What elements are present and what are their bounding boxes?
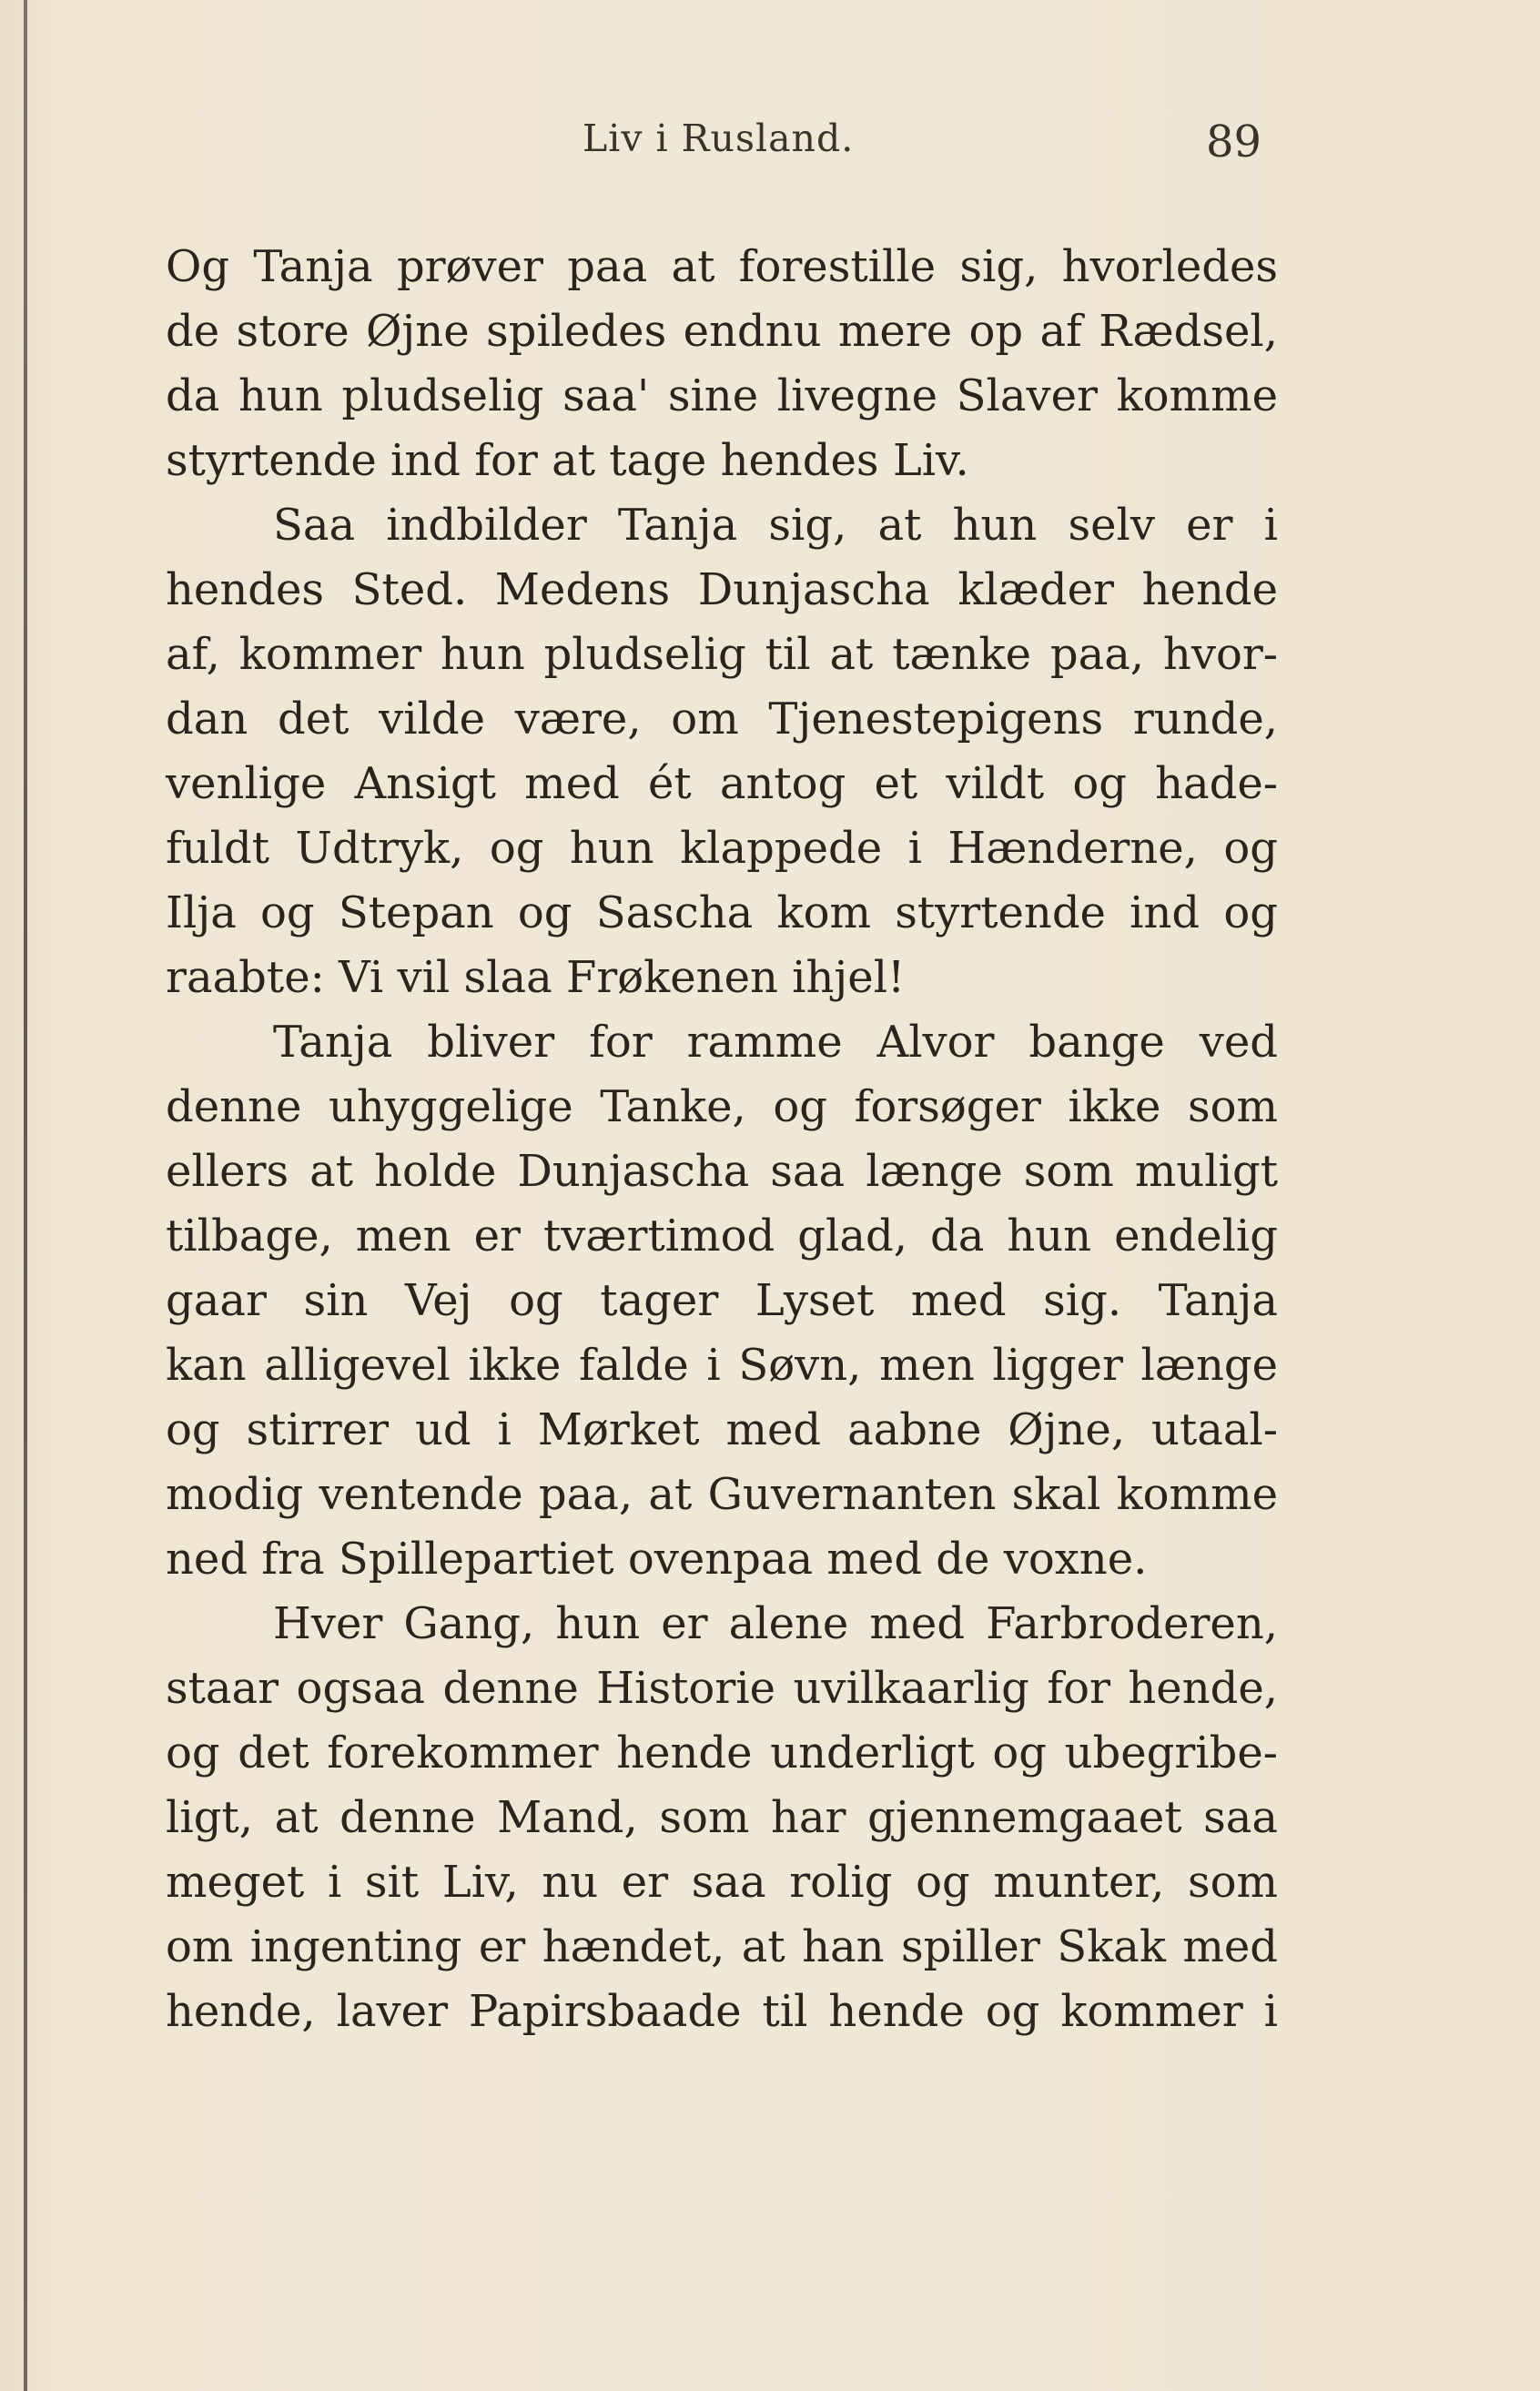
- text-line: hendes Sted. Medens Dunjascha klæder hende: [166, 564, 1278, 615]
- text-line: Og Tanja prøver paa at forestille sig, hvorledes: [166, 241, 1278, 292]
- text-line: styrtende ind for at tage hendes Liv.: [166, 435, 969, 486]
- text-line: da hun pludselig saa' sine livegne Slaver komme: [166, 370, 1278, 421]
- text-line: Hver Gang, hun er alene med Farbroderen,: [273, 1598, 1278, 1649]
- text-line: om ingenting er hændet, at han spiller Skak med: [166, 1921, 1278, 1972]
- text-line: kan alligevel ikke falde i Søvn, men ligger længe: [166, 1340, 1278, 1391]
- text-line: gaar sin Vej og tager Lyset med sig. Tanja: [166, 1275, 1278, 1326]
- text-line: Ilja og Stepan og Sascha kom styrtende ind og: [166, 887, 1278, 938]
- text-line: raabte: Vi vil slaa Frøkenen ihjel!: [166, 952, 906, 1003]
- text-line: fuldt Udtryk, og hun klappede i Hænderne, og: [166, 823, 1278, 874]
- text-line: meget i sit Liv, nu er saa rolig og munter, som: [166, 1857, 1278, 1908]
- text-line: og stirrer ud i Mørket med aabne Øjne, utaal-: [166, 1404, 1278, 1455]
- running-header: [0, 117, 1540, 171]
- binding-edge: [24, 0, 27, 2391]
- text-line: Saa indbilder Tanja sig, at hun selv er i: [273, 500, 1278, 551]
- text-line: staar ogsaa denne Historie uvilkaarlig for hende,: [166, 1663, 1278, 1714]
- text-line: tilbage, men er tværtimod glad, da hun endelig: [166, 1211, 1278, 1261]
- text-line: ligt, at denne Mand, som har gjennemgaaet saa: [166, 1792, 1278, 1843]
- text-line: og det forekommer hende underligt og ubegribe-: [166, 1727, 1278, 1778]
- text-line: af, kommer hun pludselig til at tænke paa, hvor-: [166, 629, 1278, 680]
- page-number: 89: [1206, 117, 1262, 167]
- text-line: modig ventende paa, at Guvernanten skal komme: [166, 1469, 1278, 1520]
- text-line: venlige Ansigt med ét antog et vildt og hade-: [166, 758, 1278, 809]
- text-line: hende, laver Papirsbaade til hende og kommer i: [166, 1986, 1278, 2037]
- text-line: dan det vilde være, om Tjenestepigens runde,: [166, 694, 1278, 745]
- text-line: ned fra Spillepartiet ovenpaa med de voxne.: [166, 1534, 1148, 1585]
- body-text: [166, 235, 1278, 2044]
- text-line: de store Øjne spiledes endnu mere op af Rædsel,: [166, 306, 1278, 357]
- text-line: ellers at holde Dunjascha saa længe som muligt: [166, 1146, 1278, 1197]
- running-title: Liv i Rusland.: [583, 117, 855, 160]
- text-line: Tanja bliver for ramme Alvor bange ved: [273, 1017, 1278, 1068]
- text-line: denne uhyggelige Tanke, og forsøger ikke som: [166, 1081, 1278, 1132]
